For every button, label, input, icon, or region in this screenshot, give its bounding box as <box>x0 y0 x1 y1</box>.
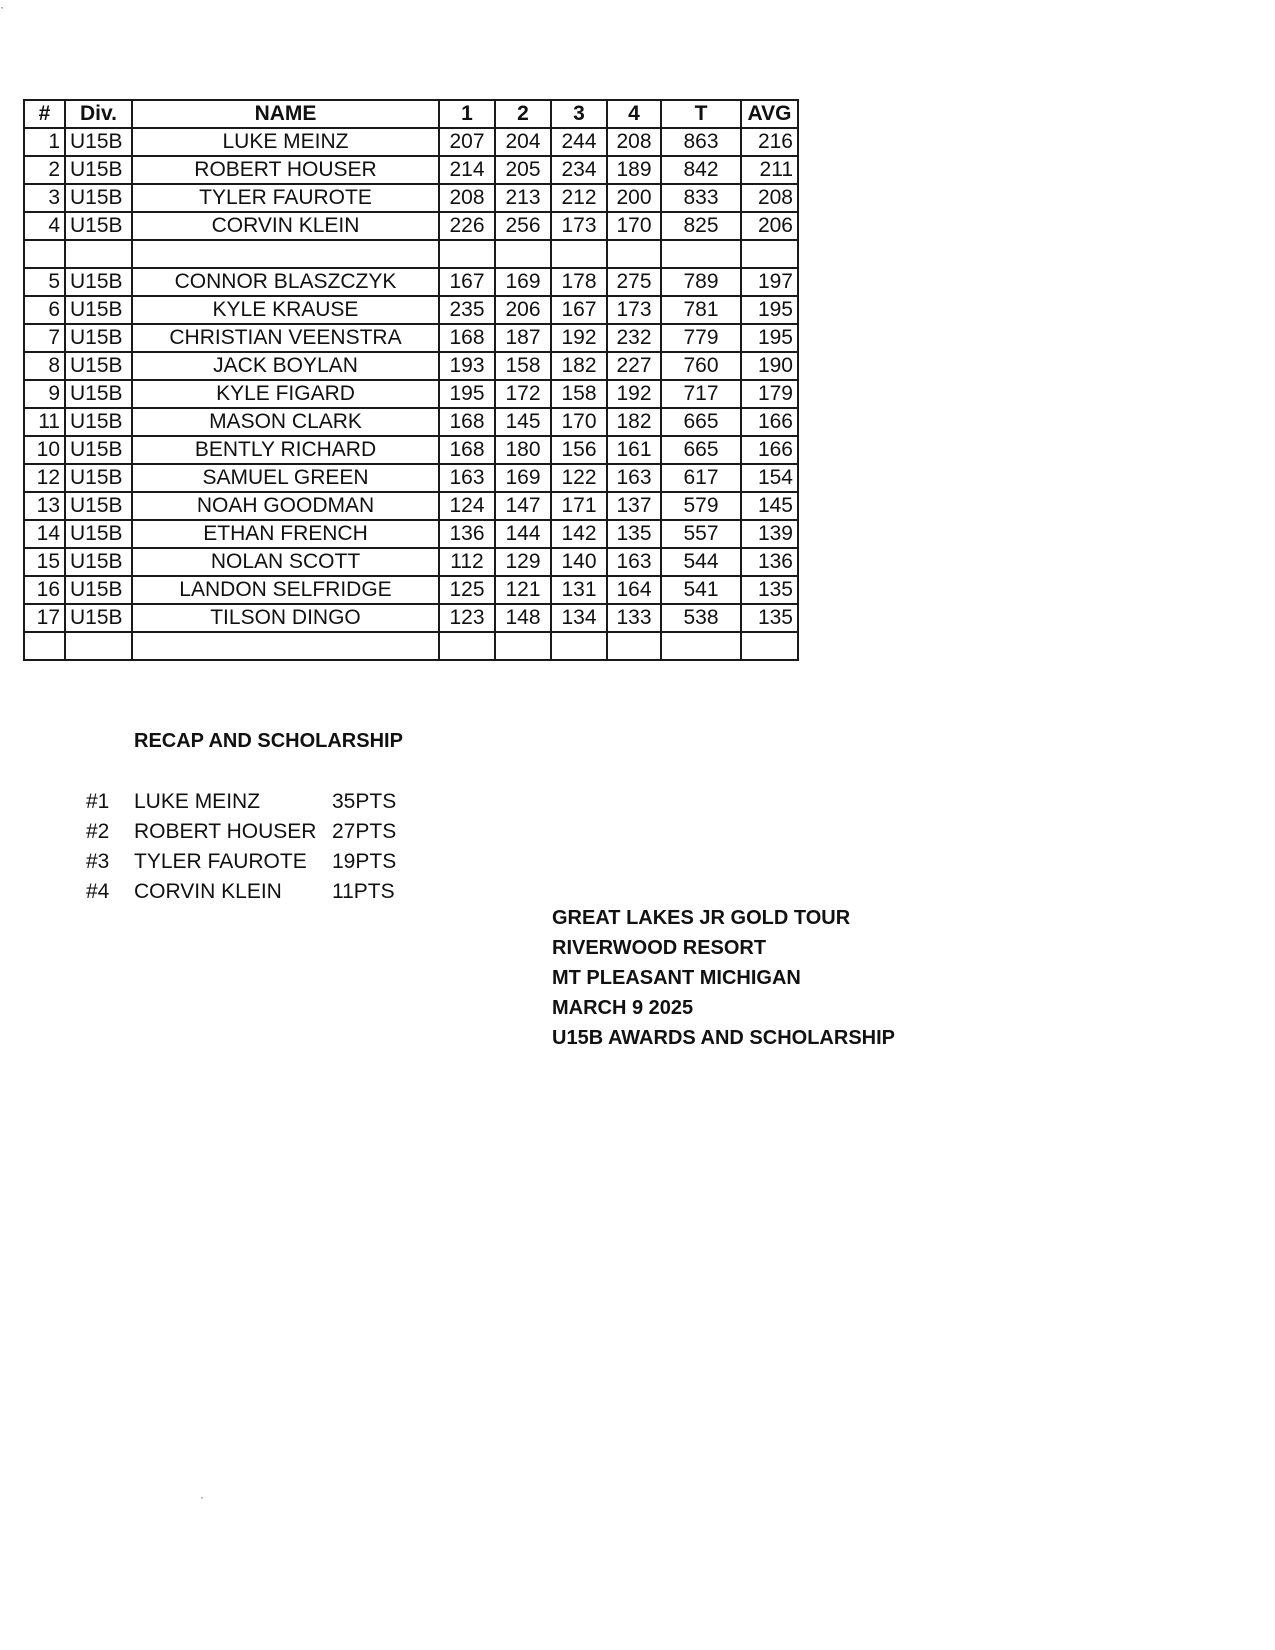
cell-game-3: 167 <box>551 296 607 324</box>
event-line: MT PLEASANT MICHIGAN <box>552 967 801 989</box>
table-row <box>24 380 798 408</box>
cell-game-4: 182 <box>607 408 661 436</box>
cell-game-3: 170 <box>551 408 607 436</box>
cell-game-4: 232 <box>607 324 661 352</box>
table-row <box>24 212 798 240</box>
cell-total: 825 <box>661 212 741 240</box>
cell-game-1: 125 <box>439 576 495 604</box>
cell-game-4: 192 <box>607 380 661 408</box>
event-line: RIVERWOOD RESORT <box>552 937 767 959</box>
cell-average <box>741 632 798 660</box>
event-line: MARCH 9 2025 <box>552 997 694 1019</box>
cell-name: CORVIN KLEIN <box>132 212 439 240</box>
cell-total: 544 <box>661 548 741 576</box>
header-total: T <box>661 100 741 128</box>
cell-game-1 <box>439 632 495 660</box>
cell-rank: 3 <box>24 184 65 212</box>
header-name: NAME <box>132 100 439 128</box>
cell-game-2: 148 <box>495 604 551 632</box>
table-row <box>24 492 798 520</box>
cell-game-3: 244 <box>551 128 607 156</box>
cell-division: U15B <box>65 128 132 156</box>
cell-average: 190 <box>741 352 798 380</box>
cell-division: U15B <box>65 408 132 436</box>
cell-game-4: 208 <box>607 128 661 156</box>
cell-game-3: 234 <box>551 156 607 184</box>
cell-average: 206 <box>741 212 798 240</box>
cell-game-2: 256 <box>495 212 551 240</box>
cell-game-3: 156 <box>551 436 607 464</box>
cell-average: 197 <box>741 268 798 296</box>
results-table <box>23 99 799 661</box>
cell-game-1: 235 <box>439 296 495 324</box>
recap-rank: #4 <box>86 880 110 903</box>
cell-game-1: 214 <box>439 156 495 184</box>
cell-rank: 2 <box>24 156 65 184</box>
cell-division: U15B <box>65 212 132 240</box>
recap-pts: 35PTS <box>332 790 397 813</box>
table-row <box>24 268 798 296</box>
cell-game-2: 206 <box>495 296 551 324</box>
cell-average: 166 <box>741 436 798 464</box>
cell-rank: 7 <box>24 324 65 352</box>
cell-game-4: 135 <box>607 520 661 548</box>
recap-name: ROBERT HOUSER <box>134 820 317 843</box>
cell-name <box>132 240 439 268</box>
cell-game-3: 122 <box>551 464 607 492</box>
recap-rank: #3 <box>86 850 110 873</box>
header-game-4: 4 <box>607 100 661 128</box>
cell-game-3: 158 <box>551 380 607 408</box>
table-row <box>24 604 798 632</box>
cell-name: JACK BOYLAN <box>132 352 439 380</box>
header-rank: # <box>24 100 65 128</box>
cell-name: KYLE FIGARD <box>132 380 439 408</box>
cell-game-3: 178 <box>551 268 607 296</box>
cell-name: LANDON SELFRIDGE <box>132 576 439 604</box>
cell-game-3 <box>551 240 607 268</box>
table-row <box>24 296 798 324</box>
cell-name: KYLE KRAUSE <box>132 296 439 324</box>
cell-game-1: 193 <box>439 352 495 380</box>
cell-name: TYLER FAUROTE <box>132 184 439 212</box>
cell-rank: 6 <box>24 296 65 324</box>
cell-game-4: 227 <box>607 352 661 380</box>
cell-rank: 4 <box>24 212 65 240</box>
cell-division: U15B <box>65 548 132 576</box>
cell-division: U15B <box>65 184 132 212</box>
cell-game-4: 173 <box>607 296 661 324</box>
cell-total: 781 <box>661 296 741 324</box>
cell-name: CONNOR BLASZCZYK <box>132 268 439 296</box>
cell-average <box>741 240 798 268</box>
cell-name: NOLAN SCOTT <box>132 548 439 576</box>
table-row <box>24 408 798 436</box>
cell-name: NOAH GOODMAN <box>132 492 439 520</box>
cell-game-2: 169 <box>495 268 551 296</box>
cell-rank <box>24 632 65 660</box>
cell-game-3: 131 <box>551 576 607 604</box>
recap-pts: 27PTS <box>332 820 397 843</box>
cell-division: U15B <box>65 380 132 408</box>
table-row <box>24 576 798 604</box>
cell-average: 139 <box>741 520 798 548</box>
header-game-2: 2 <box>495 100 551 128</box>
cell-game-3: 192 <box>551 324 607 352</box>
cell-rank: 17 <box>24 604 65 632</box>
cell-game-3: 140 <box>551 548 607 576</box>
recap-entry <box>86 847 406 877</box>
cell-game-1: 207 <box>439 128 495 156</box>
cell-game-4: 133 <box>607 604 661 632</box>
cell-game-2: 147 <box>495 492 551 520</box>
recap-name: TYLER FAUROTE <box>134 850 307 873</box>
cell-rank <box>24 240 65 268</box>
cell-rank: 12 <box>24 464 65 492</box>
cell-name: MASON CLARK <box>132 408 439 436</box>
cell-game-1: 208 <box>439 184 495 212</box>
cell-game-1: 124 <box>439 492 495 520</box>
recap-rank: #1 <box>86 790 110 813</box>
cell-division: U15B <box>65 156 132 184</box>
cell-total: 538 <box>661 604 741 632</box>
cell-game-1: 136 <box>439 520 495 548</box>
cell-rank: 9 <box>24 380 65 408</box>
table-row <box>24 324 798 352</box>
cell-name: SAMUEL GREEN <box>132 464 439 492</box>
cell-rank: 11 <box>24 408 65 436</box>
cell-division: U15B <box>65 268 132 296</box>
cell-game-2: 213 <box>495 184 551 212</box>
cell-division: U15B <box>65 352 132 380</box>
cell-game-4: 170 <box>607 212 661 240</box>
cell-game-2: 144 <box>495 520 551 548</box>
cell-game-2: 121 <box>495 576 551 604</box>
cell-game-3: 182 <box>551 352 607 380</box>
recap-title: RECAP AND SCHOLARSHIP <box>134 730 403 752</box>
cell-game-4 <box>607 632 661 660</box>
cell-total <box>661 240 741 268</box>
cell-game-1: 163 <box>439 464 495 492</box>
cell-total: 665 <box>661 436 741 464</box>
cell-total: 541 <box>661 576 741 604</box>
cell-average: 135 <box>741 604 798 632</box>
cell-name: ETHAN FRENCH <box>132 520 439 548</box>
cell-rank: 10 <box>24 436 65 464</box>
cell-game-2: 129 <box>495 548 551 576</box>
cell-game-4: 275 <box>607 268 661 296</box>
header-game-1: 1 <box>439 100 495 128</box>
cell-game-2: 145 <box>495 408 551 436</box>
cell-name: BENTLY RICHARD <box>132 436 439 464</box>
cell-total: 842 <box>661 156 741 184</box>
cell-game-3 <box>551 632 607 660</box>
cell-average: 195 <box>741 324 798 352</box>
cell-game-3: 212 <box>551 184 607 212</box>
cell-game-1: 112 <box>439 548 495 576</box>
cell-game-2: 169 <box>495 464 551 492</box>
table-row <box>24 632 798 660</box>
cell-name: LUKE MEINZ <box>132 128 439 156</box>
cell-total: 863 <box>661 128 741 156</box>
cell-name: TILSON DINGO <box>132 604 439 632</box>
cell-game-2: 187 <box>495 324 551 352</box>
cell-total: 717 <box>661 380 741 408</box>
cell-game-4: 189 <box>607 156 661 184</box>
cell-game-1: 168 <box>439 408 495 436</box>
recap-pts: 11PTS <box>332 880 395 903</box>
cell-game-4: 163 <box>607 548 661 576</box>
scan-speck: · <box>200 1490 204 1504</box>
table-row <box>24 156 798 184</box>
recap-entry <box>86 787 406 817</box>
cell-name: ROBERT HOUSER <box>132 156 439 184</box>
scan-speck: · <box>0 0 4 14</box>
cell-game-4: 164 <box>607 576 661 604</box>
cell-game-2: 205 <box>495 156 551 184</box>
cell-division: U15B <box>65 436 132 464</box>
cell-average: 166 <box>741 408 798 436</box>
table-row <box>24 520 798 548</box>
cell-rank: 15 <box>24 548 65 576</box>
cell-total: 557 <box>661 520 741 548</box>
cell-division: U15B <box>65 492 132 520</box>
cell-game-2: 172 <box>495 380 551 408</box>
table-row <box>24 128 798 156</box>
cell-game-4: 163 <box>607 464 661 492</box>
cell-rank: 8 <box>24 352 65 380</box>
cell-game-1 <box>439 240 495 268</box>
cell-rank: 16 <box>24 576 65 604</box>
recap-list <box>86 787 406 907</box>
cell-rank: 1 <box>24 128 65 156</box>
table-header-row <box>24 100 798 128</box>
cell-game-1: 226 <box>439 212 495 240</box>
event-line: U15B AWARDS AND SCHOLARSHIP <box>552 1027 895 1049</box>
cell-game-3: 173 <box>551 212 607 240</box>
cell-total: 760 <box>661 352 741 380</box>
recap-name: CORVIN KLEIN <box>134 880 282 903</box>
cell-game-3: 171 <box>551 492 607 520</box>
cell-name: CHRISTIAN VEENSTRA <box>132 324 439 352</box>
cell-average: 135 <box>741 576 798 604</box>
table-row <box>24 352 798 380</box>
table-row <box>24 548 798 576</box>
cell-average: 211 <box>741 156 798 184</box>
cell-total: 579 <box>661 492 741 520</box>
table-row <box>24 240 798 268</box>
cell-rank: 13 <box>24 492 65 520</box>
cell-total: 833 <box>661 184 741 212</box>
cell-total <box>661 632 741 660</box>
cell-total: 617 <box>661 464 741 492</box>
cell-rank: 5 <box>24 268 65 296</box>
cell-division: U15B <box>65 464 132 492</box>
cell-average: 136 <box>741 548 798 576</box>
cell-average: 179 <box>741 380 798 408</box>
cell-division: U15B <box>65 296 132 324</box>
table-row <box>24 436 798 464</box>
cell-average: 154 <box>741 464 798 492</box>
cell-game-1: 195 <box>439 380 495 408</box>
cell-division: U15B <box>65 520 132 548</box>
event-info <box>552 903 895 1053</box>
cell-average: 216 <box>741 128 798 156</box>
table-row <box>24 464 798 492</box>
cell-game-1: 168 <box>439 436 495 464</box>
cell-total: 779 <box>661 324 741 352</box>
cell-average: 208 <box>741 184 798 212</box>
cell-name <box>132 632 439 660</box>
cell-division: U15B <box>65 604 132 632</box>
event-line: GREAT LAKES JR GOLD TOUR <box>552 907 851 929</box>
recap-pts: 19PTS <box>332 850 397 873</box>
cell-average: 145 <box>741 492 798 520</box>
cell-division: U15B <box>65 324 132 352</box>
cell-game-4 <box>607 240 661 268</box>
cell-game-1: 123 <box>439 604 495 632</box>
recap-entry <box>86 877 406 907</box>
cell-game-3: 142 <box>551 520 607 548</box>
cell-game-2: 204 <box>495 128 551 156</box>
cell-division <box>65 240 132 268</box>
cell-game-3: 134 <box>551 604 607 632</box>
cell-game-4: 161 <box>607 436 661 464</box>
header-game-3: 3 <box>551 100 607 128</box>
results-body <box>24 128 798 660</box>
cell-total: 789 <box>661 268 741 296</box>
recap-name: LUKE MEINZ <box>134 790 261 813</box>
cell-average: 195 <box>741 296 798 324</box>
recap-entry <box>86 817 406 847</box>
cell-game-2: 158 <box>495 352 551 380</box>
recap-rank: #2 <box>86 820 110 843</box>
cell-game-2: 180 <box>495 436 551 464</box>
header-average: AVG <box>741 100 798 128</box>
header-division: Div. <box>65 100 132 128</box>
cell-game-2 <box>495 240 551 268</box>
cell-game-2 <box>495 632 551 660</box>
cell-division: U15B <box>65 576 132 604</box>
cell-total: 665 <box>661 408 741 436</box>
cell-game-1: 167 <box>439 268 495 296</box>
cell-rank: 14 <box>24 520 65 548</box>
cell-game-1: 168 <box>439 324 495 352</box>
table-row <box>24 184 798 212</box>
cell-game-4: 137 <box>607 492 661 520</box>
cell-game-4: 200 <box>607 184 661 212</box>
cell-division <box>65 632 132 660</box>
